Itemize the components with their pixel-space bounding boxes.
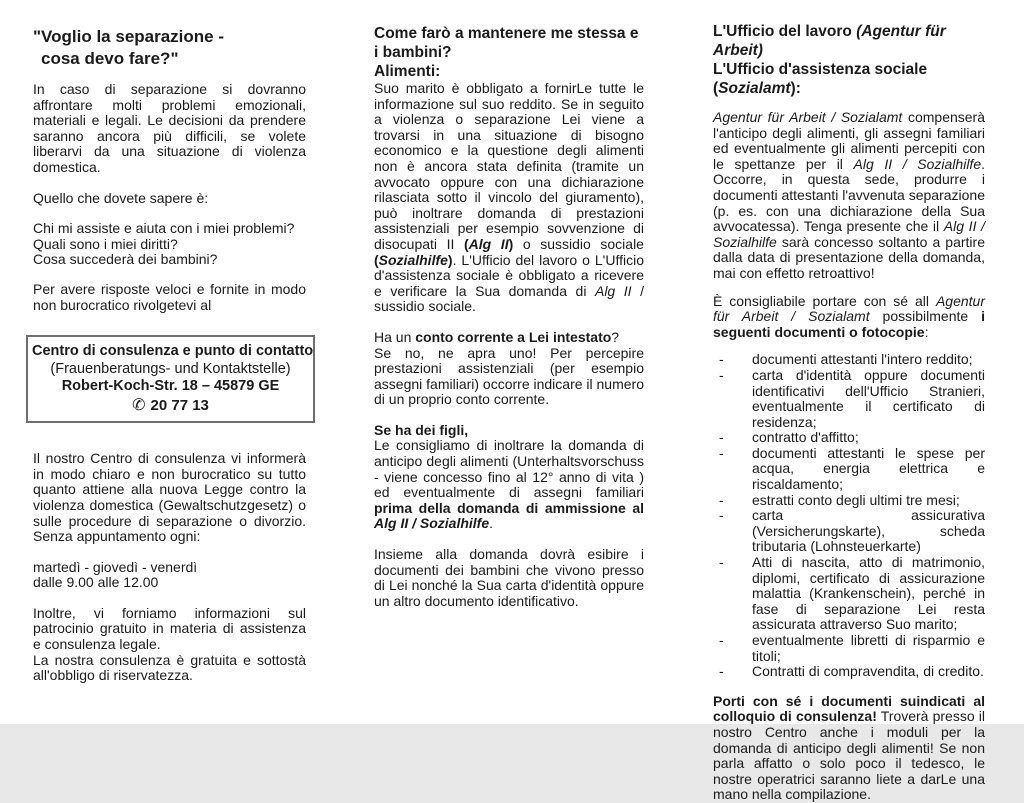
- children-paragraph: [374, 423, 644, 532]
- legal-aid-line: La nostra consulenza è gratuita e sottostà all'obbligo di riservatezza.: [33, 651, 306, 684]
- list-item: - documenti attestanti le spese per acqua, energia elettrica e riscaldamento;: [713, 446, 985, 493]
- phone-icon: ✆: [132, 394, 146, 414]
- list-item: - Contratti di compravendita, di credito.: [713, 664, 985, 680]
- hours-days: martedì - giovedì - venerdì: [33, 558, 198, 575]
- dash-bullet: -: [719, 507, 724, 524]
- list-item: - Atti di nascita, atto di matrimonio, diplomi, certificato di assicurazione malattia (Krankenschein), perché in fase di separazione Lei resta assicurata attraverso Suo marito;: [713, 555, 985, 633]
- contact-subtitle: (Frauenberatungs- und Kontaktstelle): [50, 360, 291, 377]
- column-right: [713, 22, 985, 803]
- alimenti-subheading: Alimenti:: [374, 63, 441, 80]
- dash-bullet: -: [719, 554, 724, 571]
- dash-bullet: -: [719, 366, 724, 383]
- account-answer: Se no, ne apra uno! Per percepire prestazioni assistenziali (per esempio assegni familiari) occorre indicare il numero di un proprio conto corrente.: [374, 344, 644, 408]
- contact-address: Robert-Koch-Str. 18 – 45879 GE: [61, 378, 280, 395]
- dash-bullet: -: [719, 444, 724, 461]
- bank-account-paragraph: [374, 330, 644, 408]
- maintenance-paragraph: Suo marito è obbligato a fornirLe tutte le informazione sul suo reddito. Se in seguito a violenza o separazione Lei viene a trovarsi in una situazione di bisogno economico e la questione degli alimenti non è ancora stata definita (tramite un avvocato oppure con una dichiarazione rilasciata sotto il vincolo del giuramento), può inoltrare domanda di prestazioni assistenziali per esempio sovvenzione di disocupati II (Alg II) o sussidio sociale (Sozialhilfe). L'Ufficio del lavoro o L'Ufficio d'assistenza sociale è obbligato a ricevere e verificare la Sua domanda di Alg II / sussidio sociale.: [374, 80, 645, 315]
- list-item: - documenti attestanti l'intero reddito;: [713, 352, 985, 368]
- list-item: - contratto d'affitto;: [713, 430, 985, 446]
- contact-title: Centro di consulenza e punto di contatto: [32, 343, 314, 360]
- phone-number: 20 77 13: [150, 396, 209, 414]
- contact-box: [26, 335, 315, 423]
- opening-hours: [33, 560, 306, 591]
- dash-bullet: -: [719, 632, 724, 648]
- question-item: Cosa succederà dei bambini?: [33, 251, 218, 268]
- offices-heading-line2: L'Ufficio d'assistenza sociale (Sozialamt):: [713, 61, 928, 97]
- maintenance-heading: Come farò a mantenere me stessa e i bambini?: [374, 25, 639, 61]
- list-item: - estratti conto degli ultimi tre mesi;: [713, 493, 985, 509]
- list-item: - eventualmente libretti di risparmio e titoli;: [713, 633, 985, 664]
- list-item: - carta assicurativa (Versicherungskarte), scheda tributaria (Lohnsteuerkarte): [713, 508, 985, 555]
- referral-paragraph: Per avere risposte veloci e fornite in modo non burocratico rivolgetevi al: [33, 280, 306, 313]
- compensation-paragraph: Agentur für Arbeit / Sozialamt compenserà l'anticipo degli alimenti, gli assegni familiari ed eventualmente gli alimenti percepiti con le spettanze per il Alg II / Sozialhilfe. Occorre, in questa sede, produrre i documenti attestanti l'avvenuta separazione (p. es. con una dichiarazione della Sua avvocatessa). Tenga presente che il Alg II / Sozialhilfe sarà concesso soltanto a partire dalla data di presentazione della domanda, mai con effetto retroattivo!: [713, 109, 986, 281]
- know-lead: Quello che dovete sapere è:: [33, 189, 209, 206]
- question-item: Chi mi assiste e aiuta con i miei problemi?: [33, 220, 295, 237]
- main-title-line1: "Voglio la separazione -: [33, 27, 225, 46]
- closing-paragraph: Porti con sé i documenti suindicati al colloquio di consulenza! Troverà presso il nostro Centro anche i moduli per la domanda di anticipo degli alimenti! Se non parla affatto o solo poco il tedesco, le nostre operatrici saranno liete a darLe una mano nella compilazione.: [713, 692, 986, 803]
- children-lead: Se ha dei figli,: [374, 421, 469, 438]
- center-info-paragraph: Il nostro Centro di consulenza vi informerà in modo chiaro e non burocratico su tutto quanto attiene alla nuova Legge contro la violenza domestica (Gewaltschutzgesetz) o sulle procedure di separazione o divorzio. Senza appuntamento ogni:: [33, 450, 306, 545]
- advice-paragraph: È consigliabile portare con sé all Agentur für Arbeit / Sozialamt possibilmente i seguenti documenti o fotocopie:: [713, 292, 985, 340]
- column-left: [32, 26, 314, 684]
- question-item: Quali sono i miei diritti?: [33, 235, 178, 252]
- hours-time: dalle 9.00 alle 12.00: [33, 574, 159, 591]
- dash-bullet: -: [719, 351, 724, 368]
- legal-aid-line: Inoltre, vi forniamo informazioni sul patrocinio gratuito in materia di assistenza e consulenza legale.: [33, 604, 306, 653]
- offices-heading: [713, 22, 985, 98]
- dash-bullet: -: [719, 663, 724, 680]
- offices-heading-line1: L'Ufficio del lavoro (Agentur für Arbeit): [713, 23, 946, 59]
- intro-paragraph: In caso di separazione si dovranno affrontare molti problemi emozionali, materiali e legali. Le decisioni da prendere saranno ancora più difficili, se volete liberarvi da una situazione di violenza domestica.: [33, 81, 306, 175]
- main-title-line2: cosa devo fare?": [41, 49, 179, 68]
- column-middle: [374, 24, 644, 609]
- questions-list: [33, 221, 306, 268]
- dash-bullet: -: [719, 429, 724, 446]
- children-text: Le consigliamo di inoltrare la domanda di anticipo degli alimenti (Unterhaltsvorschuss - viene concesso fino al 12° anno di vita ) ed eventualmente di assegni familiari prima della domanda di ammissione al Alg II / Sozialhilfe.: [374, 437, 644, 532]
- list-item: - carta d'identità oppure documenti identificativi dell'Ufficio Stranieri, eventualmente il certificato di residenza;: [713, 368, 985, 430]
- legal-aid-paragraph: [33, 606, 306, 684]
- main-title: [33, 26, 306, 70]
- dash-bullet: -: [719, 491, 724, 508]
- documents-list: [713, 352, 985, 679]
- contact-phone-line: [32, 396, 309, 415]
- documents-note-paragraph: Insieme alla domanda dovrà esibire i documenti dei bambini che vivono presso di Lei nonché la Sua carta d'identità oppure un altro documento identificativo.: [374, 546, 644, 609]
- account-question: Ha un conto corrente a Lei intestato?: [374, 328, 620, 345]
